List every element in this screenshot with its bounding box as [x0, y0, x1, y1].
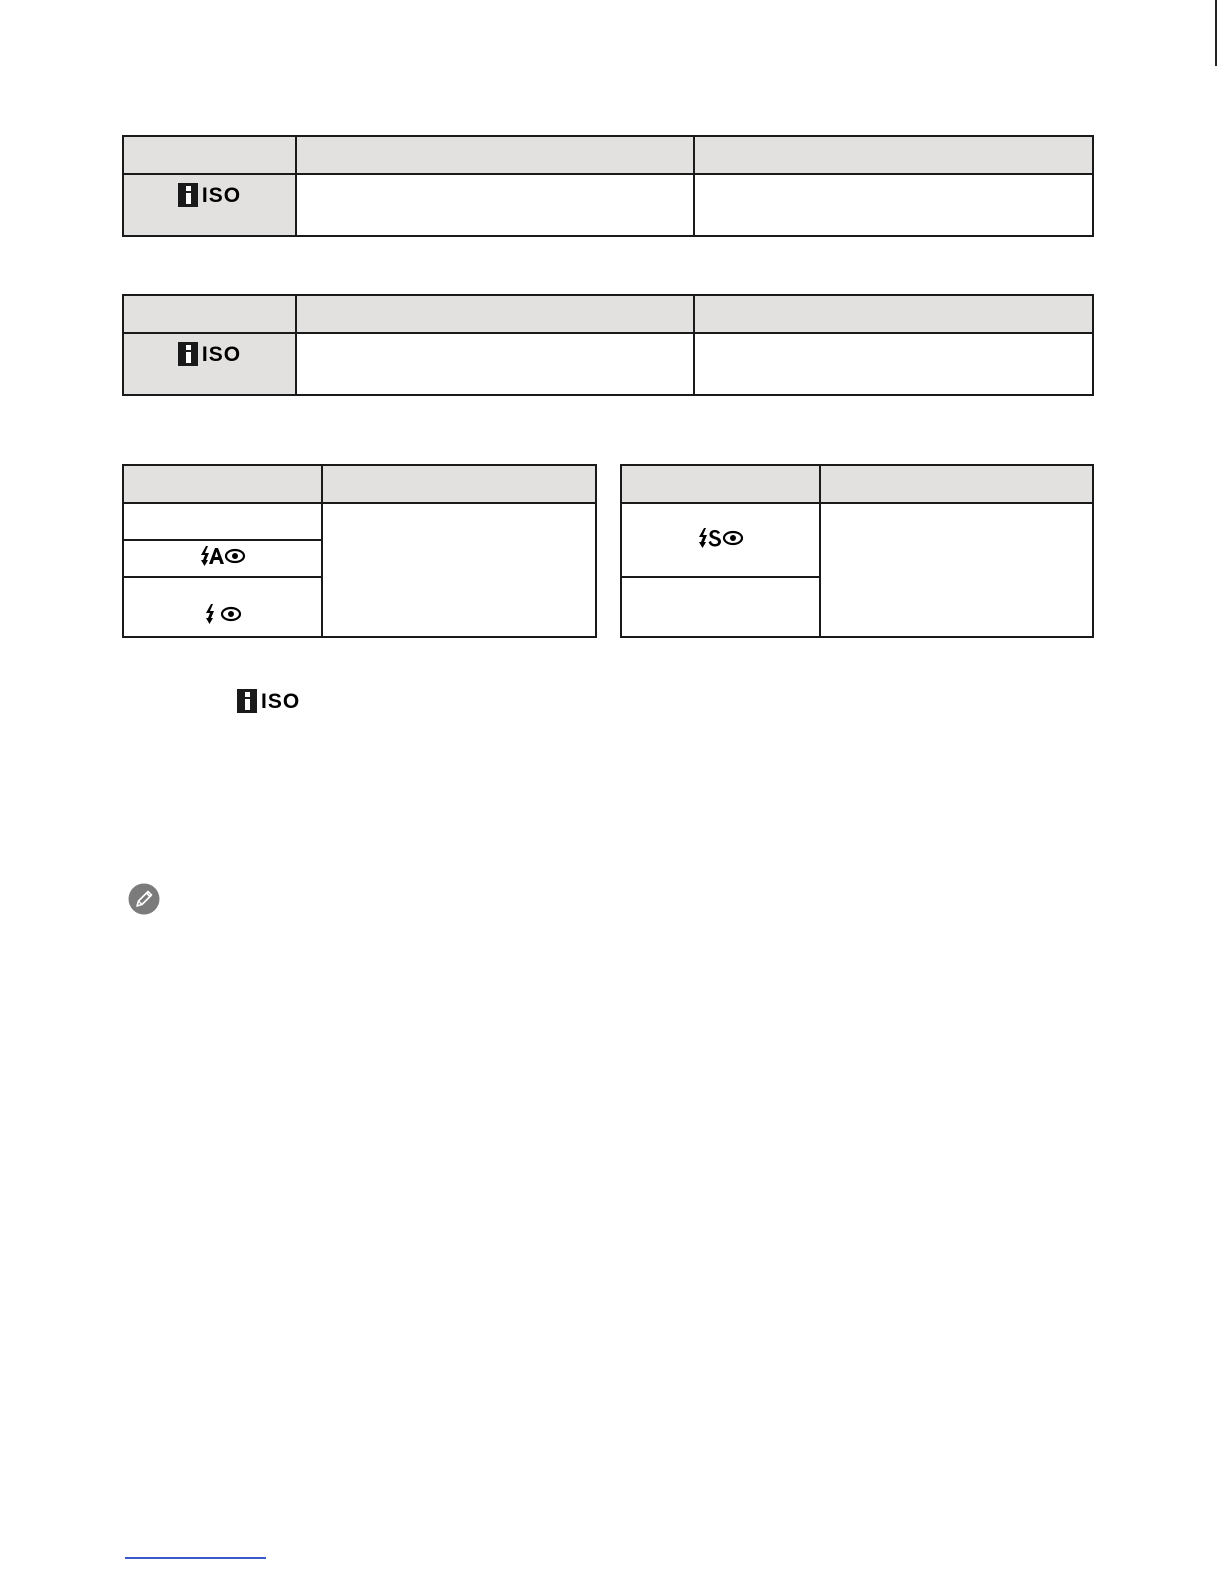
table-cell [820, 503, 1093, 637]
intelligent-iso-icon [178, 342, 241, 366]
header-cell [296, 295, 694, 333]
flash-table-left [122, 464, 597, 638]
header-cell [123, 295, 296, 333]
flash-table-right [620, 464, 1094, 638]
header-cell [621, 465, 820, 503]
flash-slow-redeye-cell [621, 503, 820, 577]
header-cell [123, 136, 296, 174]
header-cell [694, 136, 1093, 174]
table-cell [296, 174, 694, 236]
table-cell [694, 174, 1093, 236]
iso-cell [123, 333, 296, 395]
header-cell [296, 136, 694, 174]
footer-link-underline[interactable] [125, 1557, 266, 1559]
header-cell [694, 295, 1093, 333]
table-header-row [123, 465, 596, 503]
flash-slow-redeye-icon [698, 527, 744, 549]
iso-cell [123, 174, 296, 236]
intelligent-iso-icon [178, 183, 241, 207]
table-row [123, 333, 1093, 395]
table-row [621, 503, 1093, 577]
iso-table-2 [122, 294, 1094, 396]
table-header-row [123, 295, 1093, 333]
table-cell [694, 333, 1093, 395]
iso-icon-text: ISO [261, 689, 301, 713]
header-cell [820, 465, 1093, 503]
table-header-row [621, 465, 1093, 503]
iso-icon-text: ISO [201, 342, 242, 366]
flash-on-redeye-icon [203, 603, 243, 625]
table-cell [296, 333, 694, 395]
iso-table-1 [122, 135, 1094, 237]
table-row [123, 503, 596, 540]
header-cell [322, 465, 596, 503]
flash-on-redeye-cell [123, 577, 322, 637]
table-cell [322, 503, 596, 637]
flash-auto-redeye-cell [123, 540, 322, 577]
iso-icon-text: ISO [201, 183, 242, 207]
pencil-note-icon [128, 883, 160, 915]
table-row [123, 174, 1093, 236]
table-cell [621, 577, 820, 637]
flash-auto-redeye-icon [200, 545, 246, 567]
header-cell [123, 465, 322, 503]
intelligent-iso-icon [237, 689, 300, 713]
page-edge-rule [1215, 0, 1217, 66]
table-cell [123, 503, 322, 540]
table-header-row [123, 136, 1093, 174]
